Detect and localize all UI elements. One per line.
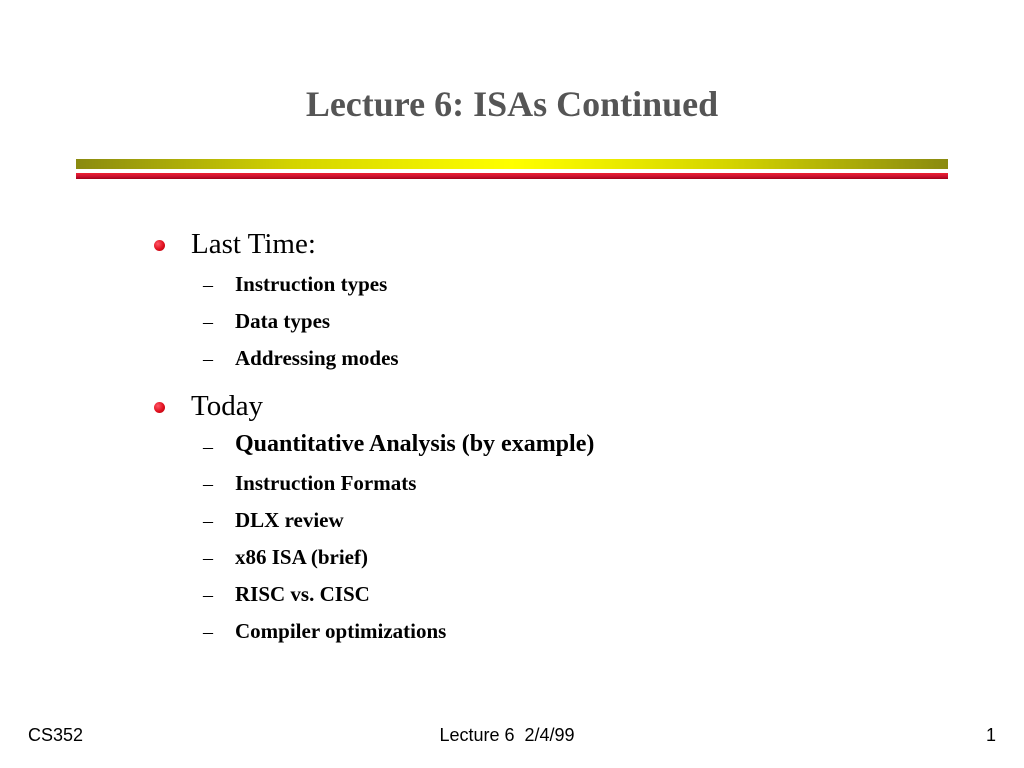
sub-item-text: Data types: [235, 309, 331, 333]
sub-item-text: Quantitative Analysis (by example): [235, 431, 595, 457]
dash-icon: –: [203, 547, 213, 569]
bullet-dot-icon: [154, 402, 165, 413]
sub-item: [150, 504, 970, 541]
dash-icon: –: [203, 311, 213, 333]
sub-item: [150, 541, 970, 578]
bullet-heading: Last Time:: [191, 228, 316, 260]
dash-icon: –: [203, 584, 213, 606]
title-divider-red: [76, 173, 948, 179]
sub-item-text: Addressing modes: [235, 346, 399, 370]
dash-icon: –: [203, 621, 213, 643]
footer-page-number: 1: [985, 725, 996, 745]
footer-course: CS352: [28, 725, 84, 745]
sub-item-text: Instruction Formats: [235, 471, 417, 495]
dash-icon: –: [203, 436, 213, 458]
sub-item: [150, 615, 970, 652]
dash-icon: –: [203, 473, 213, 495]
dash-icon: –: [203, 274, 213, 296]
sub-item: [150, 430, 970, 467]
sub-item: [150, 467, 970, 504]
slide-title: Lecture 6: ISAs Continued: [305, 84, 719, 124]
bullet-last-time: [150, 224, 970, 268]
sub-item-text: x86 ISA (brief): [235, 545, 368, 569]
sub-item: [150, 578, 970, 615]
sub-item: [150, 342, 970, 386]
dash-icon: –: [203, 510, 213, 532]
sub-item-text: Compiler optimizations: [235, 619, 447, 643]
bullet-today: [150, 386, 970, 430]
bullet-heading: Today: [191, 390, 264, 422]
sub-item: [150, 305, 970, 342]
title-divider-gold: [76, 159, 948, 169]
sub-item: [150, 268, 970, 305]
bullet-dot-icon: [154, 240, 165, 251]
dash-icon: –: [203, 348, 213, 370]
sub-item-text: RISC vs. CISC: [235, 582, 370, 606]
slide-content: [150, 224, 970, 652]
footer-lecture: Lecture 6 2/4/99: [439, 725, 575, 745]
sub-item-text: DLX review: [235, 508, 344, 532]
sub-item-text: Instruction types: [235, 272, 388, 296]
